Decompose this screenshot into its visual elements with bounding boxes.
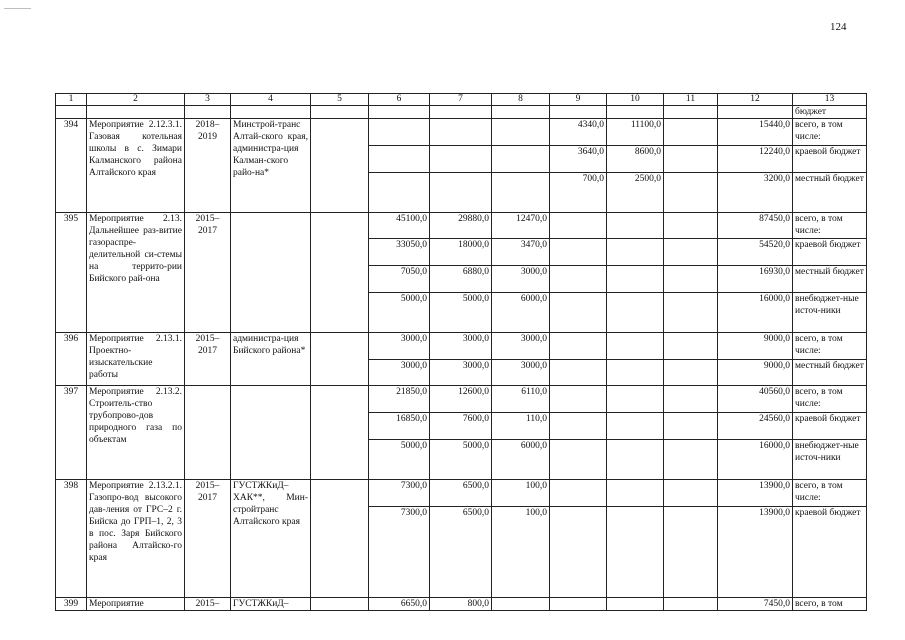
cell-total: 12240,0 [718,146,793,173]
cell-c8: 110,0 [492,413,550,440]
row-number: 399 [56,598,87,611]
cell-c6: 33050,0 [369,239,430,266]
cell-total: 15440,0 [718,119,793,146]
cell-c7: 3000,0 [430,333,492,360]
row-number: 394 [56,119,87,213]
table-row [56,333,867,360]
source-cell: краевой бюджет [793,507,867,598]
header-cell: 3 [185,94,231,106]
cell-c8: 3000,0 [492,333,550,360]
cell-total: 9000,0 [718,360,793,386]
row-number: 398 [56,480,87,598]
cell-total: 16000,0 [718,440,793,480]
header-cell: 4 [231,94,311,106]
header-cell: 12 [718,94,793,106]
source-cell: бюджет [793,106,867,119]
cell-c6: 5000,0 [369,440,430,480]
budget-table [55,93,867,611]
source-cell: всего, в том числе: [793,213,867,239]
header-cell: 10 [607,94,664,106]
executor-cell: ГУСТЖКиД–ХАК**, Мин-стройтранс Алтайского края [231,480,311,598]
corner-mark: ______ [4,0,31,10]
cell-total: 16000,0 [718,293,793,333]
source-cell: внебюджет-ные источ-ники [793,293,867,333]
page-number: 124 [830,21,847,33]
cell-c7: 3000,0 [430,360,492,386]
cell-c10: 8600,0 [607,146,664,173]
cell-c7: 6880,0 [430,266,492,293]
years-cell: 2015– [185,598,231,611]
cell-total: 54520,0 [718,239,793,266]
source-cell: краевой бюджет [793,239,867,266]
cell-c7: 12600,0 [430,386,492,413]
continuation-row [56,106,867,119]
header-cell: 1 [56,94,87,106]
cell-c7: 7600,0 [430,413,492,440]
cell-c10: 2500,0 [607,173,664,213]
measure-name: Мероприятие 2.13. Дальнейшее раз-витие газораспре-делительной си-стемы на террито-рии Бийского рай-она [87,213,185,333]
measure-name: Мероприятие 2.13.2.1. Газопро-вод высокого дав-ления от ГРС–2 г. Бийска до ГРП–1, 2, 3 в пос. Заря Бийского района Алтайско-го края [87,480,185,598]
executor-cell: администра-ция Бийского района* [231,333,311,386]
cell-c8: 3000,0 [492,266,550,293]
cell-total: 7450,0 [718,598,793,611]
cell-c7: 5000,0 [430,293,492,333]
source-cell: всего, в том числе: [793,386,867,413]
cell-c6: 7300,0 [369,480,430,507]
row-number: 396 [56,333,87,386]
cell-c8: 6000,0 [492,440,550,480]
cell-c6: 6650,0 [369,598,430,611]
source-cell: всего, в том числе: [793,119,867,146]
table-row [56,386,867,413]
executor-cell: Минстрой-транс Алтай-ского края, администра-ция Калман-ского райо-на* [231,119,311,213]
header-cell: 13 [793,94,867,106]
years-cell: 2015–2017 [185,213,231,333]
cell-c8: 6000,0 [492,293,550,333]
cell-total: 13900,0 [718,480,793,507]
measure-name: Мероприятие [87,598,185,611]
row-number: 395 [56,213,87,333]
header-cell: 6 [369,94,430,106]
header-cell: 11 [664,94,718,106]
row-number: 397 [56,386,87,480]
cell-c7: 5000,0 [430,440,492,480]
table-row [56,480,867,507]
cell-total: 24560,0 [718,413,793,440]
cell-total: 87450,0 [718,213,793,239]
executor-cell: ГУСТЖКиД– [231,598,311,611]
cell-c6: 16850,0 [369,413,430,440]
source-cell: краевой бюджет [793,146,867,173]
table-row [56,119,867,146]
source-cell: краевой бюджет [793,413,867,440]
measure-name: Мероприятие 2.13.1. Проектно-изыскательские работы [87,333,185,386]
years-cell: 2015–2017 [185,480,231,598]
years-cell: 2015–2017 [185,333,231,386]
cell-total: 9000,0 [718,333,793,360]
source-cell: всего, в том числе: [793,480,867,507]
header-cell: 9 [550,94,607,106]
years-cell: 2018–2019 [185,119,231,213]
cell-c8: 12470,0 [492,213,550,239]
cell-c8: 100,0 [492,507,550,598]
source-cell: местный бюджет [793,360,867,386]
table-row [56,598,867,611]
cell-c8: 6110,0 [492,386,550,413]
cell-total: 40560,0 [718,386,793,413]
measure-name: Мероприятие 2.13.2. Строитель-ство трубопрово-дов природного газа по объектам [87,386,185,480]
table-row [56,213,867,239]
header-cell: 5 [311,94,369,106]
cell-c6: 21850,0 [369,386,430,413]
cell-total: 13900,0 [718,507,793,598]
cell-c8: 100,0 [492,480,550,507]
header-cell: 7 [430,94,492,106]
measure-name: Мероприятие 2.12.3.1. Газовая котельная школы в с. Зимари Калманского района Алтайского края [87,119,185,213]
header-row [56,94,867,106]
source-cell: местный бюджет [793,173,867,213]
cell-c6: 3000,0 [369,333,430,360]
cell-c7: 6500,0 [430,507,492,598]
cell-c6: 45100,0 [369,213,430,239]
header-cell: 8 [492,94,550,106]
cell-c8: 3470,0 [492,239,550,266]
cell-c7: 29880,0 [430,213,492,239]
cell-total: 16930,0 [718,266,793,293]
cell-c6: 5000,0 [369,293,430,333]
cell-total: 3200,0 [718,173,793,213]
cell-c9: 700,0 [550,173,607,213]
source-cell: всего, в том [793,598,867,611]
cell-c7: 6500,0 [430,480,492,507]
cell-c8: 3000,0 [492,360,550,386]
cell-c6: 7300,0 [369,507,430,598]
source-cell: внебюджет-ные источ-ники [793,440,867,480]
cell-c6: 3000,0 [369,360,430,386]
cell-c7: 800,0 [430,598,492,611]
cell-c9: 3640,0 [550,146,607,173]
cell-c10: 11100,0 [607,119,664,146]
cell-c7: 18000,0 [430,239,492,266]
cell-c6: 7050,0 [369,266,430,293]
source-cell: местный бюджет [793,266,867,293]
cell-c9: 4340,0 [550,119,607,146]
header-cell: 2 [87,94,185,106]
source-cell: всего, в том числе: [793,333,867,360]
